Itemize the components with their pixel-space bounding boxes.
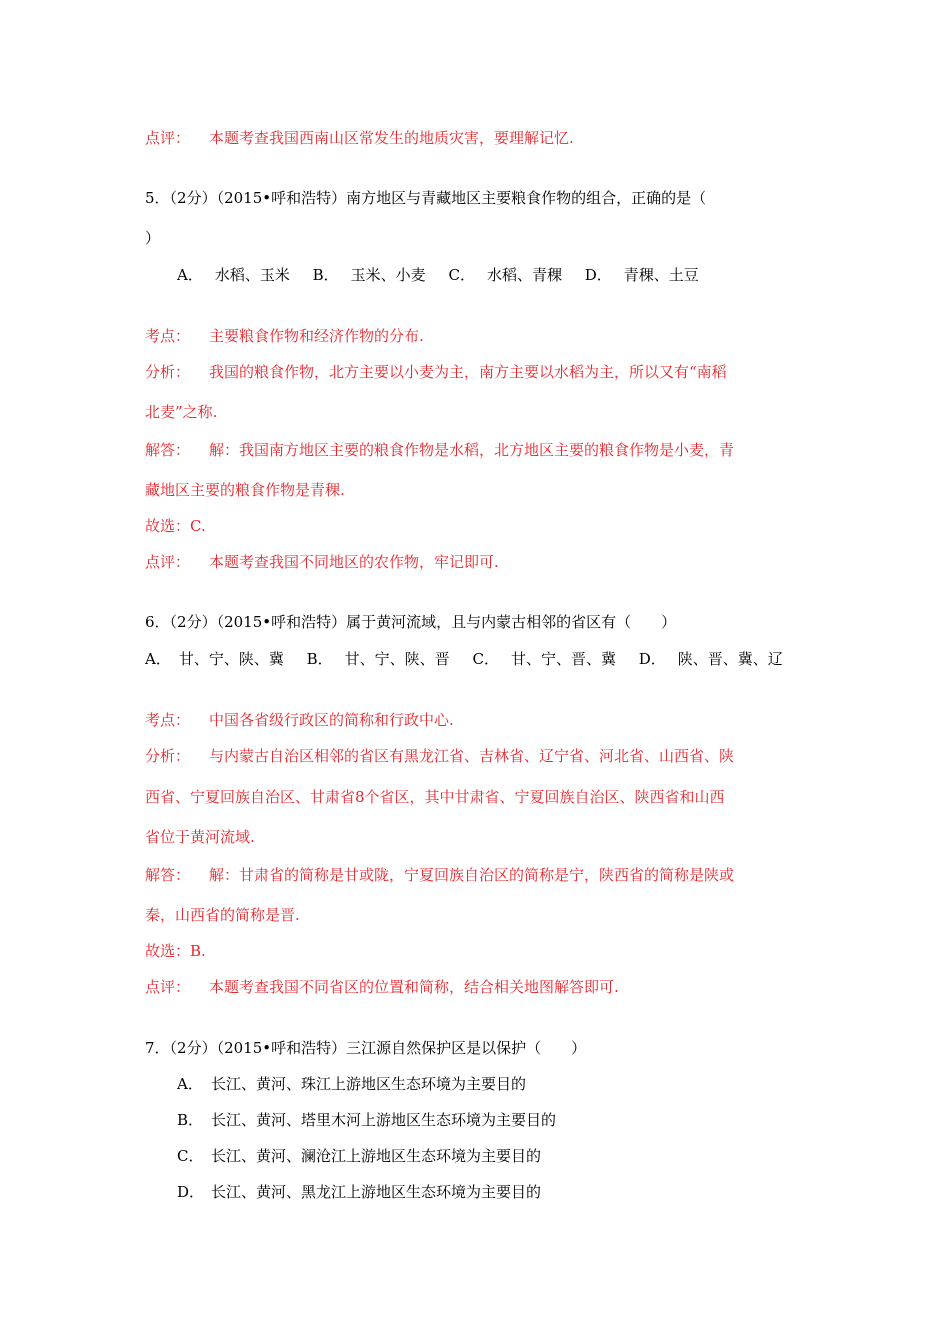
q7-option-d-text: 长江、黄河、黑龙江上游地区生态环境为主要目的 [211, 1183, 542, 1201]
q6-answer-line1 [145, 865, 734, 885]
q6-options [145, 649, 783, 669]
q6-point [145, 710, 454, 730]
q7-stem: 7．（2分）（2015•呼和浩特）三江源自然保护区是以保护（ ） [145, 1039, 587, 1057]
q6-option-a-text: 甘、宁、陕、冀 [178, 650, 284, 668]
review-text: 本题考查我国不同省区的位置和简称，结合相关地图解答即可. [209, 978, 619, 996]
q5-option-c-text: 水稻、青稞 [486, 266, 562, 284]
analysis-text: 我国的粮食作物，北方主要以小麦为主，南方主要以水稻为主，所以又有“南稻 [209, 363, 727, 381]
q5-option-a-label: A． [177, 266, 203, 284]
q6-stem: 6．（2分）（2015•呼和浩特）属于黄河流域，且与内蒙古相邻的省区有（ ） [145, 613, 677, 631]
point-text: 主要粮食作物和经济作物的分布. [209, 327, 424, 345]
q5-option-c-label: C． [448, 266, 475, 284]
analysis-label: 分析： [145, 747, 191, 765]
q6-analysis-line2: 西省、宁夏回族自治区、甘肃省8个省区，其中甘肃省、宁夏回族自治区、陕西省和山西 [145, 788, 725, 806]
review-text: 本题考查我国西南山区常发生的地质灾害，要理解记忆. [209, 129, 574, 147]
q5-stem-line2: ） [145, 229, 161, 247]
point-label: 考点： [145, 711, 191, 729]
q6-review [145, 977, 619, 997]
q7-option-b [177, 1110, 556, 1130]
analysis-label: 分析： [145, 363, 191, 381]
q7-option-a-label: A． [177, 1075, 203, 1093]
q5-analysis-line1 [145, 362, 727, 382]
q7-option-c-text: 长江、黄河、澜沧江上游地区生态环境为主要目的 [211, 1147, 542, 1165]
answer-label: 解答： [145, 441, 191, 459]
q7-option-d-label: D． [177, 1183, 205, 1201]
q6-answer-line2: 秦，山西省的简称是晋. [145, 906, 300, 924]
q6-option-a-label: A． [145, 650, 171, 668]
q6-option-b-label: B． [306, 650, 333, 668]
q6-analysis-line3: 省位于黄河流域. [145, 828, 255, 846]
point-text: 中国各省级行政区的简称和行政中心. [209, 711, 454, 729]
q5-answer-line2: 藏地区主要的粮食作物是青稞. [145, 481, 345, 499]
q5-option-a-text: 水稻、玉米 [214, 266, 290, 284]
q5-option-b-text: 玉米、小麦 [350, 266, 426, 284]
q6-option-d-label: D． [638, 650, 666, 668]
q7-option-c [177, 1146, 541, 1166]
analysis-text: 与内蒙古自治区相邻的省区有黑龙江省、吉林省、辽宁省、河北省、山西省、陕 [209, 747, 735, 765]
review-text: 本题考查我国不同地区的农作物，牢记即可. [209, 553, 499, 571]
q4-review [145, 128, 574, 148]
q5-option-d-label: D． [584, 266, 612, 284]
q5-analysis-line2: 北麦”之称. [145, 403, 218, 421]
q5-options [177, 265, 699, 285]
q6-option-c-label: C． [472, 650, 499, 668]
q6-option-b-text: 甘、宁、陕、晋 [344, 650, 450, 668]
q5-choice: 故选：C. [145, 517, 206, 535]
q6-option-d-text: 陕、晋、冀、辽 [677, 650, 783, 668]
q6-option-c-text: 甘、宁、晋、冀 [510, 650, 616, 668]
q7-option-d [177, 1182, 541, 1202]
q7-option-a-text: 长江、黄河、珠江上游地区生态环境为主要目的 [211, 1075, 527, 1093]
q5-point [145, 326, 424, 346]
q5-option-b-label: B． [312, 266, 339, 284]
q5-option-d-text: 青稞、土豆 [623, 266, 699, 284]
review-label: 点评： [145, 129, 191, 147]
q7-option-c-label: C． [177, 1147, 204, 1165]
q5-stem-line1: 5．（2分）（2015•呼和浩特）南方地区与青藏地区主要粮食作物的组合，正确的是（ [145, 189, 707, 207]
answer-text: 解：我国南方地区主要的粮食作物是水稻，北方地区主要的粮食作物是小麦，青 [209, 441, 735, 459]
q7-option-b-label: B． [177, 1111, 204, 1129]
review-label: 点评： [145, 553, 191, 571]
review-label: 点评： [145, 978, 191, 996]
q5-review [145, 552, 499, 572]
point-label: 考点： [145, 327, 191, 345]
q6-analysis-line1 [145, 746, 734, 766]
q5-answer-line1 [145, 440, 734, 460]
answer-label: 解答： [145, 866, 191, 884]
q6-choice: 故选：B. [145, 942, 206, 960]
q7-option-b-text: 长江、黄河、塔里木河上游地区生态环境为主要目的 [211, 1111, 557, 1129]
q7-option-a [177, 1074, 526, 1094]
answer-text: 解：甘肃省的简称是甘或陇，宁夏回族自治区的简称是宁，陕西省的简称是陕或 [209, 866, 735, 884]
